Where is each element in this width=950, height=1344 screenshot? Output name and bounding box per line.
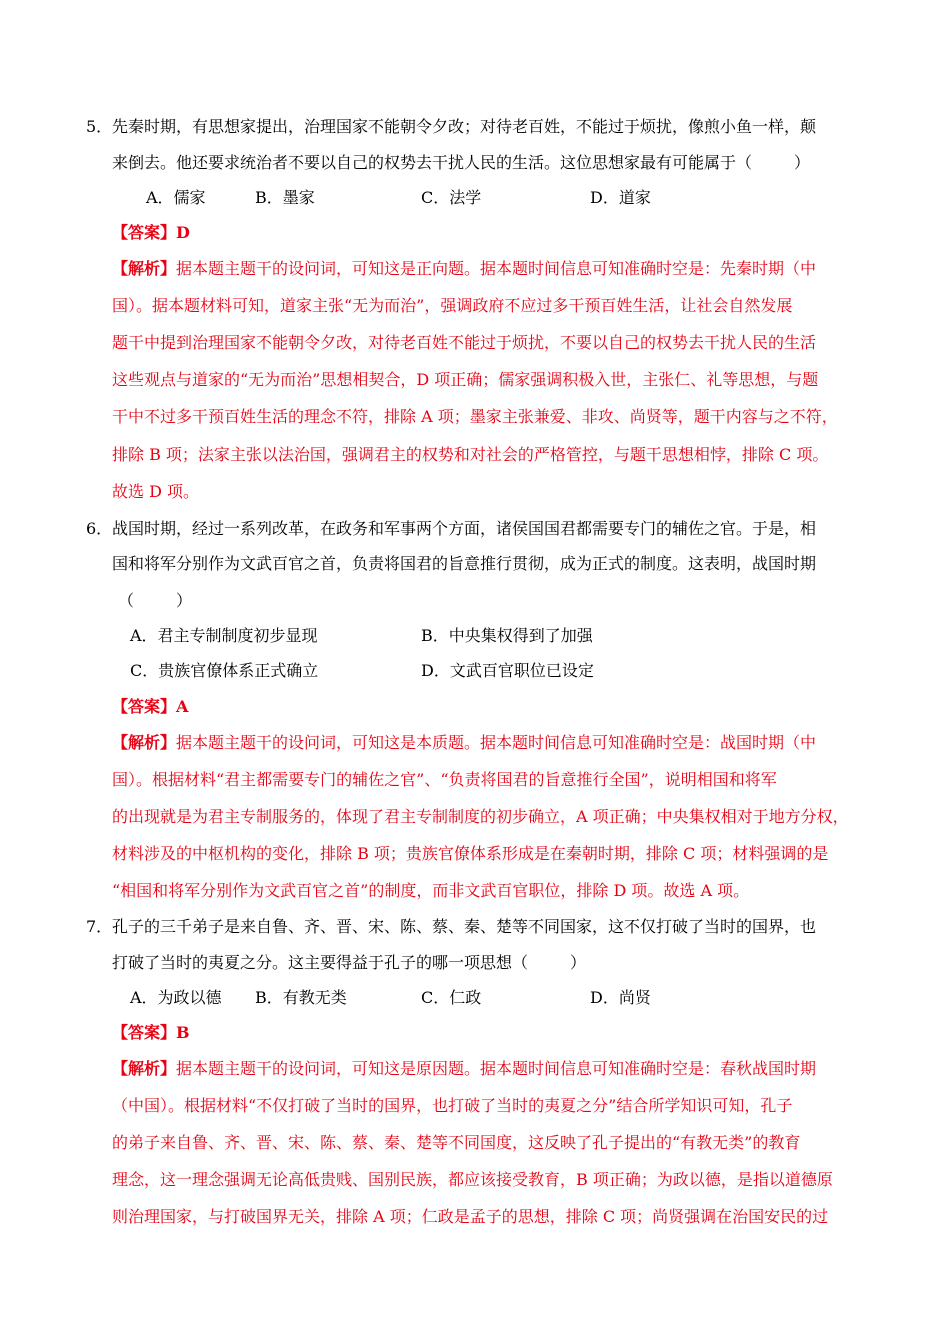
option-c[interactable]: C．仁政	[421, 988, 482, 1007]
question-stem-line: 国和将军分别作为文武百官之首，负责将国君的旨意推行贯彻，成为正式的制度。这表明，战国时期	[112, 554, 817, 573]
answer-line	[112, 222, 190, 244]
analysis-line: 国）。根据材料“君主都需要专门的辅佐之官”、“负责将国君的旨意推行全国”，说明相国和将军	[112, 770, 777, 789]
question-stem-line: 来倒去。他还要求统治者不要以自己的权势去干扰人民的生活。这位思想家最有可能属于（ ）	[112, 153, 811, 172]
answer-line	[112, 696, 188, 718]
option-d[interactable]: D．道家	[590, 188, 651, 207]
analysis-line: 理念，这一理念强调无论高低贵贱、国别民族，都应该接受教育，B 项正确；为政以德，是指以道德原	[112, 1170, 833, 1189]
question-stem-line: （ ）	[118, 591, 193, 610]
option-d[interactable]: D．文武百官职位已设定	[421, 661, 594, 680]
option-c[interactable]: C．贵族官僚体系正式确立	[130, 661, 319, 680]
question-number: 6．	[86, 519, 113, 538]
answer-tag: 【答案】	[112, 223, 177, 242]
analysis-tag: 【解析】	[112, 733, 177, 752]
analysis-line: 题干中提到治理国家不能朝令夕改，对待老百姓不能过于烦扰，不要以自己的权势去干扰人民的生活	[112, 333, 817, 352]
analysis-tag: 【解析】	[112, 259, 177, 278]
option-a[interactable]: A．为政以德	[130, 988, 222, 1007]
question-number: 7．	[86, 917, 113, 936]
analysis-line: 则治理国家，与打破国界无关，排除 A 项；仁政是孟子的思想，排除 C 项；尚贤强调在治国安民的过	[112, 1207, 829, 1226]
option-b[interactable]: B．墨家	[255, 188, 315, 207]
analysis-line: （中国）。根据材料“不仅打破了当时的国界，也打破了当时的夷夏之分”结合所学知识可知，孔子	[112, 1096, 793, 1115]
question-stem-line: 先秦时期，有思想家提出，治理国家不能朝令夕改；对待老百姓，不能过于烦扰，像煎小鱼一样，颠	[112, 117, 817, 136]
question-stem-line: 打破了当时的夷夏之分。这主要得益于孔子的哪一项思想（ ）	[112, 953, 587, 972]
analysis-line: 【解析】据本题主题干的设问词，可知这是原因题。据本题时间信息可知准确时空是：春秋战国时期	[112, 1059, 817, 1078]
answer-value: D	[176, 223, 190, 242]
option-b[interactable]: B．中央集权得到了加强	[421, 626, 593, 645]
analysis-line: 的出现就是为君主专制服务的，体现了君主专制制度的初步确立，A 项正确；中央集权相对于地方分权，	[112, 807, 849, 826]
answer-value: B	[176, 1023, 190, 1042]
analysis-line: 材料涉及的中枢机构的变化，排除 B 项；贵族官僚体系形成是在秦朝时期，排除 C 项；材料强调的是	[112, 844, 829, 863]
option-c[interactable]: C．法学	[421, 188, 482, 207]
answer-tag: 【答案】	[112, 1023, 177, 1042]
analysis-tag: 【解析】	[112, 1059, 177, 1078]
answer-tag: 【答案】	[112, 697, 177, 716]
question-stem-line: 战国时期，经过一系列改革，在政务和军事两个方面，诸侯国国君都需要专门的辅佐之官。于是，相	[112, 519, 817, 538]
analysis-line: 国）。据本题材料可知，道家主张“无为而治”，强调政府不应过多干预百姓生活，让社会自然发展	[112, 296, 793, 315]
question-stem-line: 孔子的三千弟子是来自鲁、齐、晋、宋、陈、蔡、秦、楚等不同国家，这不仅打破了当时的国界，也	[112, 917, 817, 936]
analysis-line: 【解析】据本题主题干的设问词，可知这是本质题。据本题时间信息可知准确时空是：战国时期（中	[112, 733, 817, 752]
option-d[interactable]: D．尚贤	[590, 988, 651, 1007]
analysis-line: 故选 D 项。	[112, 482, 200, 501]
answer-value: A	[176, 697, 189, 716]
question-number: 5．	[86, 117, 113, 136]
option-a[interactable]: A．儒家	[146, 188, 206, 207]
analysis-line: 的弟子来自鲁、齐、晋、宋、陈、蔡、秦、楚等不同国度，这反映了孔子提出的“有教无类”的教育	[112, 1133, 801, 1152]
analysis-line: “相国和将军分别作为文武百官之首”的制度，而非文武百官职位，排除 D 项。故选 A 项。	[112, 881, 750, 900]
option-a[interactable]: A．君主专制制度初步显现	[130, 626, 318, 645]
answer-line	[112, 1022, 190, 1044]
analysis-line: 干中不过多干预百姓生活的理念不符，排除 A 项；墨家主张兼爱、非攻、尚贤等，题干内容与之不符，	[112, 407, 838, 426]
analysis-line: 排除 B 项；法家主张以法治国，强调君主的权势和对社会的严格管控，与题干思想相悖，排除 C 项。	[112, 445, 829, 464]
option-b[interactable]: B．有教无类	[255, 988, 347, 1007]
analysis-line: 这些观点与道家的“无为而治”思想相契合，D 项正确；儒家强调积极入世，主张仁、礼等思想，与题	[112, 370, 819, 389]
analysis-line: 【解析】据本题主题干的设问词，可知这是正向题。据本题时间信息可知准确时空是：先秦时期（中	[112, 259, 817, 278]
